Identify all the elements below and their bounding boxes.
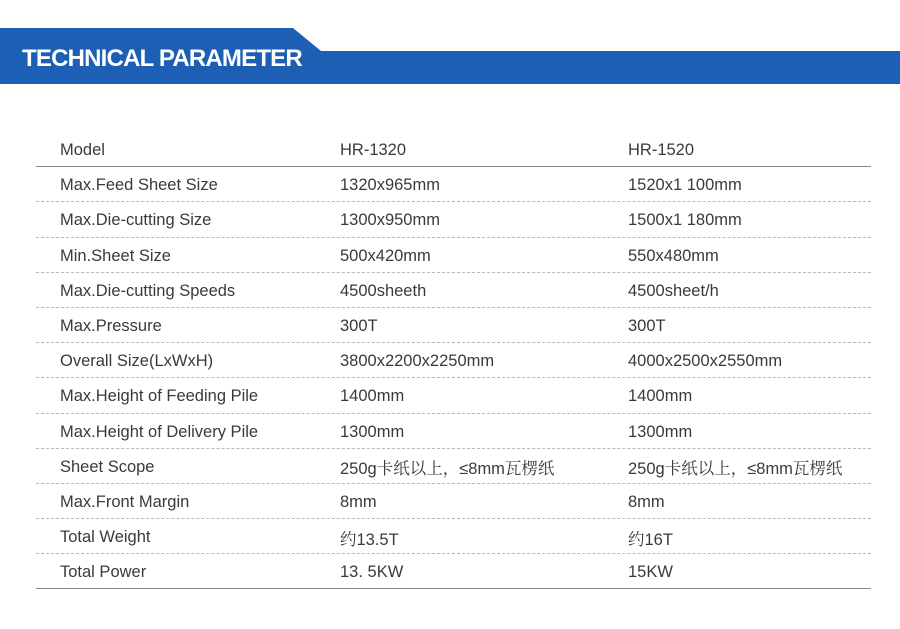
table-row — [36, 202, 871, 237]
table-row — [36, 167, 871, 202]
row-label: Max.Height of Delivery Pile — [60, 422, 259, 441]
table-row — [36, 343, 871, 378]
row-value-model-2: 300T — [628, 317, 666, 336]
row-label: Overall Size(LxWxH) — [60, 352, 214, 371]
table-header-row — [36, 132, 871, 167]
table-row — [36, 519, 871, 554]
row-value-model-1: 300T — [340, 317, 378, 336]
row-value-model-2: 约16T — [628, 530, 673, 549]
table-row — [36, 378, 871, 413]
spec-table — [36, 132, 871, 589]
row-label: Max.Die-cutting Speeds — [60, 281, 236, 300]
row-value-model-1: 8mm — [340, 492, 377, 511]
row-label: Max.Height of Feeding Pile — [60, 387, 259, 406]
table-row — [36, 308, 871, 343]
row-value-model-2: 15KW — [628, 563, 673, 582]
header-cell-model-2: HR-1520 — [628, 141, 695, 160]
row-value-model-2: 4000x2500x2550mm — [628, 352, 783, 371]
table-row — [36, 273, 871, 308]
row-value-model-2: 1520x1 100mm — [628, 176, 742, 195]
section-title: TECHNICAL PARAMETER — [22, 45, 302, 72]
row-value-model-2: 1500x1 180mm — [628, 211, 742, 230]
section-banner — [0, 28, 900, 84]
table-row — [36, 554, 871, 589]
row-label: Sheet Scope — [60, 457, 155, 476]
row-value-model-2: 4500sheet/h — [628, 281, 719, 300]
row-value-model-2: 1300mm — [628, 422, 693, 441]
table-row — [36, 449, 871, 484]
row-value-model-2: 8mm — [628, 492, 665, 511]
row-value-model-1: 1300mm — [340, 422, 405, 441]
row-value-model-1: 1300x950mm — [340, 211, 440, 230]
table-row — [36, 238, 871, 273]
header-cell-model-1: HR-1320 — [340, 141, 407, 160]
row-label: Total Weight — [60, 528, 151, 547]
row-value-model-1: 1320x965mm — [340, 176, 440, 195]
row-value-model-1: 3800x2200x2250mm — [340, 352, 495, 371]
row-value-model-1: 4500sheeth — [340, 281, 427, 300]
row-label: Max.Die-cutting Size — [60, 211, 212, 230]
row-label: Total Power — [60, 563, 147, 582]
row-label: Min.Sheet Size — [60, 246, 171, 265]
row-value-model-1: 约13.5T — [340, 530, 399, 549]
row-value-model-2: 550x480mm — [628, 246, 719, 265]
row-value-model-1: 250g卡纸以上，≤8mm瓦楞纸 — [340, 460, 555, 479]
table-row — [36, 414, 871, 449]
row-value-model-2: 1400mm — [628, 387, 693, 406]
row-label: Max.Feed Sheet Size — [60, 176, 218, 195]
row-value-model-2: 250g卡纸以上，≤8mm瓦楞纸 — [628, 460, 843, 479]
row-value-model-1: 1400mm — [340, 387, 405, 406]
row-label: Max.Front Margin — [60, 492, 190, 511]
row-value-model-1: 500x420mm — [340, 246, 431, 265]
header-cell-label: Model — [60, 141, 105, 160]
row-label: Max.Pressure — [60, 317, 162, 336]
row-value-model-1: 13. 5KW — [340, 563, 404, 582]
table-row — [36, 484, 871, 519]
